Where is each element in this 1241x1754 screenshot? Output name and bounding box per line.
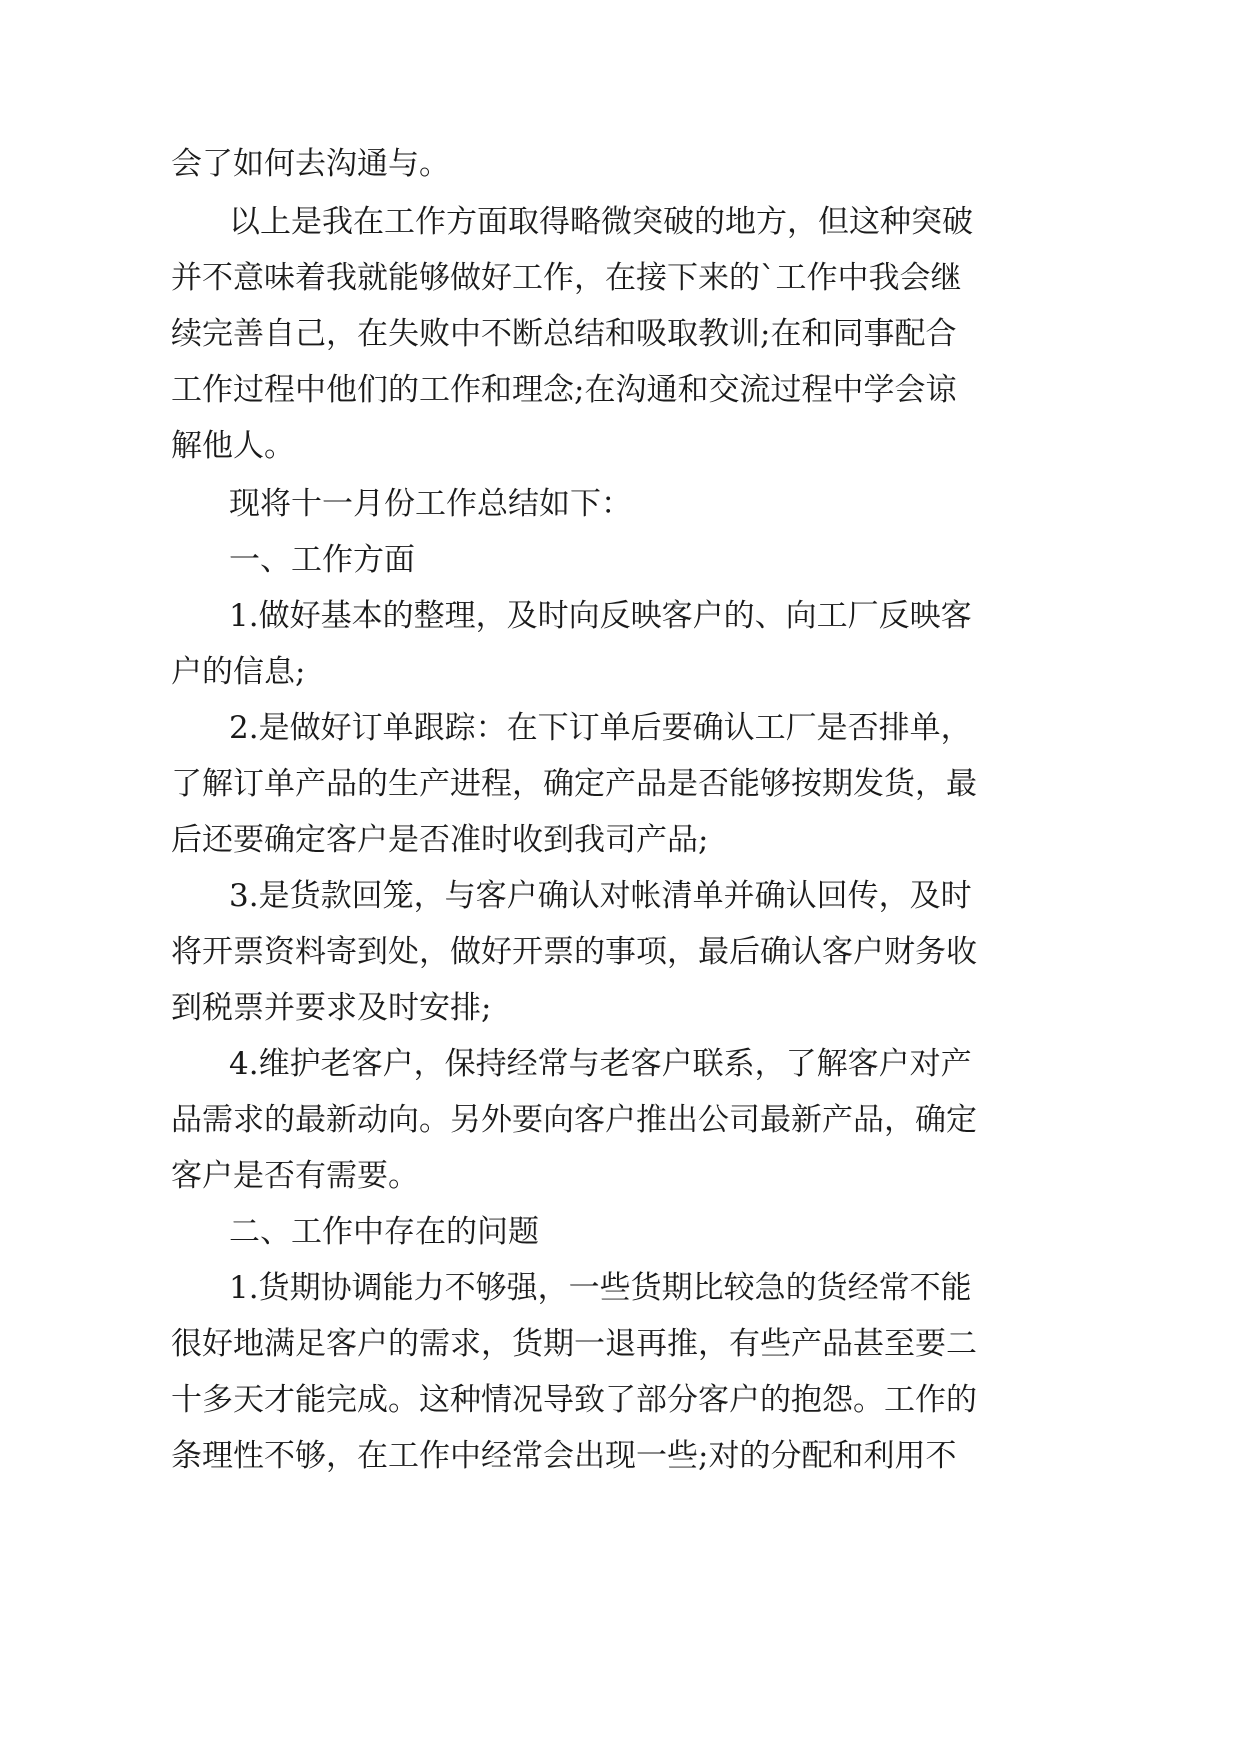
text-line: 会了如何去沟通与。 [171, 146, 450, 182]
text-line: 十多天才能完成。这种情况导致了部分客户的抱怨。工作的 [171, 1382, 977, 1418]
text-line: 并不意味着我就能够做好工作，在接下来的`工作中我会继 [171, 260, 962, 296]
text-line: 续完善自己，在失败中不断总结和吸取教训;在和同事配合 [171, 316, 957, 352]
text-line: 以上是我在工作方面取得略微突破的地方，但这种突破 [229, 204, 973, 240]
text-line: 3.是货款回笼，与客户确认对帐清单并确认回传，及时 [229, 878, 972, 914]
text-line: 现将十一月份工作总结如下： [229, 486, 632, 522]
text-line: 解他人。 [171, 428, 295, 464]
text-line: 后还要确定客户是否准时收到我司产品; [171, 822, 709, 858]
text-line: 1.货期协调能力不够强，一些货期比较急的货经常不能 [229, 1270, 972, 1306]
text-line: 品需求的最新动向。另外要向客户推出公司最新产品，确定 [171, 1102, 977, 1138]
text-line: 工作过程中他们的工作和理念;在沟通和交流过程中学会谅 [171, 372, 957, 408]
text-line: 到税票并要求及时安排; [171, 990, 492, 1026]
text-line: 很好地满足客户的需求，货期一退再推，有些产品甚至要二 [171, 1326, 977, 1362]
section-heading: 一、工作方面 [229, 542, 415, 578]
text-line: 了解订单产品的生产进程，确定产品是否能够按期发货，最 [171, 766, 977, 802]
text-line: 4.维护老客户，保持经常与老客户联系，了解客户对产 [229, 1046, 972, 1082]
text-line: 将开票资料寄到处，做好开票的事项，最后确认客户财务收 [171, 934, 977, 970]
text-line: 2.是做好订单跟踪：在下订单后要确认工厂是否排单， [229, 710, 972, 746]
section-heading: 二、工作中存在的问题 [229, 1214, 539, 1250]
text-line: 1.做好基本的整理，及时向反映客户的、向工厂反映客 [229, 598, 972, 634]
text-line: 条理性不够，在工作中经常会出现一些;对的分配和利用不 [171, 1438, 957, 1474]
text-line: 客户是否有需要。 [171, 1158, 419, 1194]
text-line: 户的信息; [171, 654, 306, 690]
